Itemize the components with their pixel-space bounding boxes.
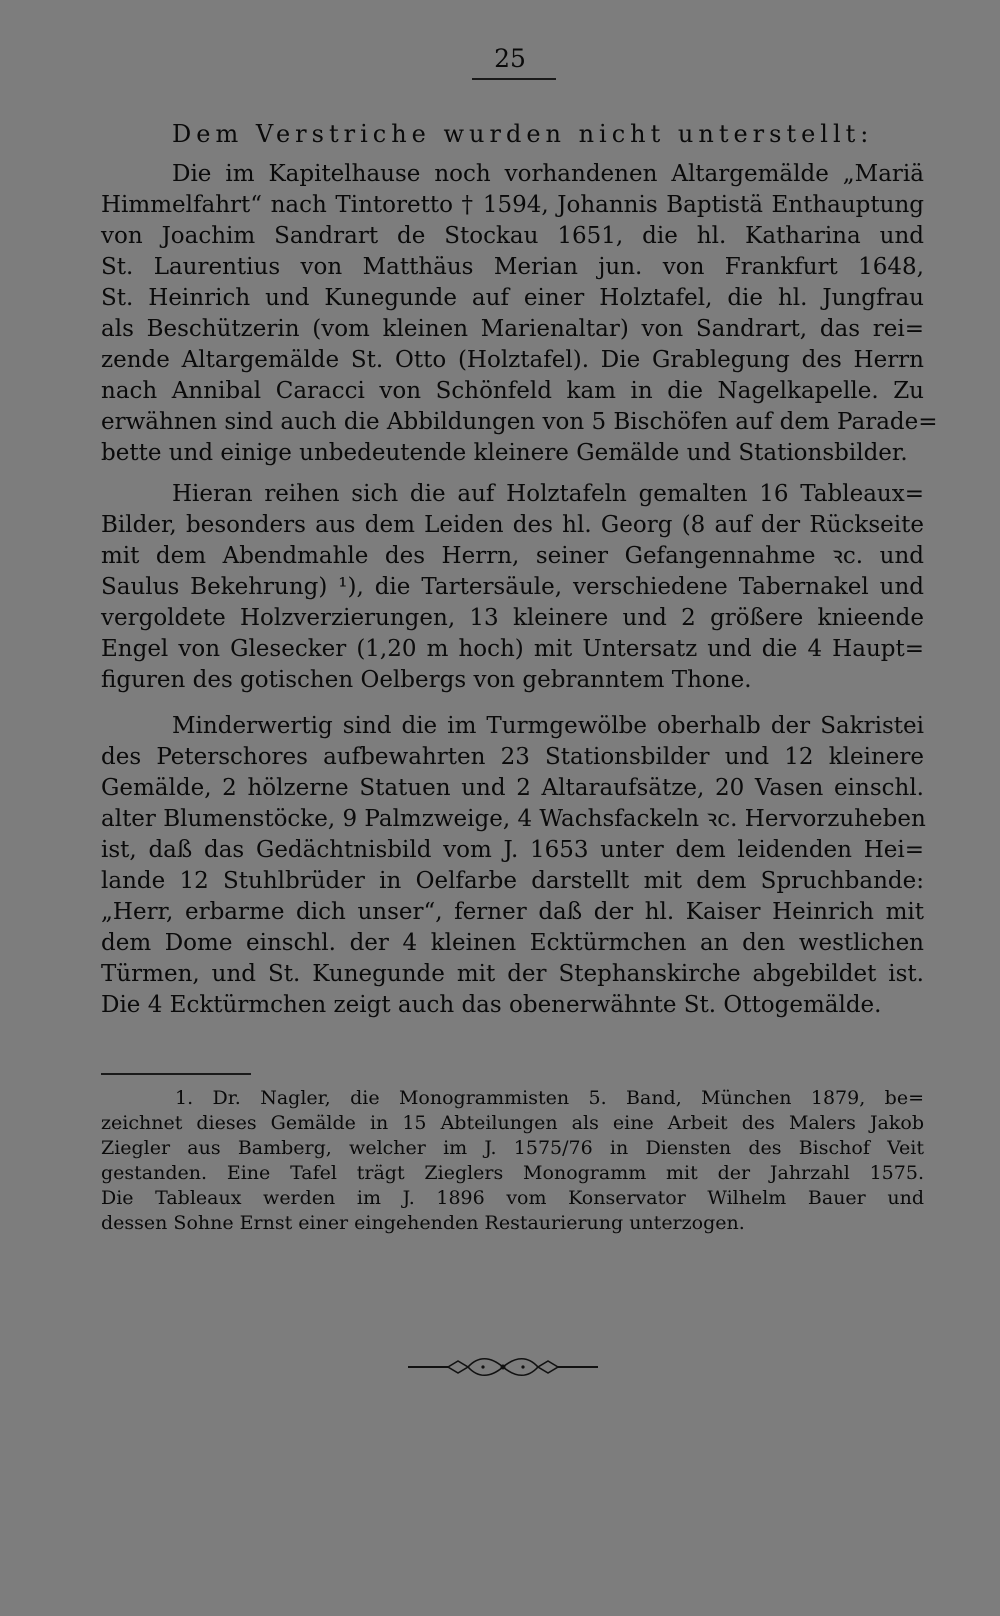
text-line: von Joachim Sandrart de Stockau 1651, die hl. Katharina und [101, 223, 924, 249]
text-line: ist, daß das Gedächtnisbild vom J. 1653 unter dem leidenden Hei= [101, 837, 924, 863]
page-number-rule [472, 78, 556, 80]
text-line: figuren des gotischen Oelbergs von gebranntem Thone. [101, 667, 752, 693]
footnote-line: gestanden. Eine Tafel trägt Zieglers Monogramm mit der Jahrzahl 1575. [101, 1162, 924, 1184]
text-line: Die 4 Ecktürmchen zeigt auch das obenerwähnte St. Ottogemälde. [101, 992, 882, 1018]
text-line: Gemälde, 2 hölzerne Statuen und 2 Altaraufsätze, 20 Vasen einschl. [101, 775, 924, 801]
text-line: „Herr, erbarme dich unser“, ferner daß der hl. Kaiser Heinrich mit [101, 899, 924, 925]
footnote-line: Ziegler aus Bamberg, welcher im J. 1575/76 in Diensten des Bischof Veit [101, 1137, 924, 1159]
text-line: St. Laurentius von Matthäus Merian jun. von Frankfurt 1648, [101, 254, 924, 280]
text-line: Engel von Glesecker (1,20 m hoch) mit Untersatz und die 4 Haupt= [101, 636, 924, 662]
text-line: zende Altargemälde St. Otto (Holztafel). Die Grablegung des Herrn [101, 347, 924, 373]
text-line: Minderwertig sind die im Turmgewölbe oberhalb der Sakristei [172, 713, 924, 739]
text-line: St. Heinrich und Kunegunde auf einer Holztafel, die hl. Jungfrau [101, 285, 924, 311]
footnote-line: 1. Dr. Nagler, die Monogrammisten 5. Band, München 1879, be= [175, 1087, 924, 1109]
text-line: des Peterschores aufbewahrten 23 Stationsbilder und 12 kleinere [101, 744, 924, 770]
footnote-line: dessen Sohne Ernst einer eingehenden Restaurierung unterzogen. [101, 1212, 745, 1234]
text-line: Hieran reihen sich die auf Holztafeln gemalten 16 Tableaux= [172, 481, 924, 507]
text-line: Türmen, und St. Kunegunde mit der Stephanskirche abgebildet ist. [101, 961, 924, 987]
section-heading: Dem Verstriche wurden nicht unterstellt: [172, 120, 874, 148]
footnote-line: Die Tableaux werden im J. 1896 vom Konservator Wilhelm Bauer und [101, 1187, 924, 1209]
text-line: Saulus Bekehrung) ¹), die Tartersäule, verschiedene Tabernakel und [101, 574, 924, 600]
page-number: 25 [494, 44, 526, 73]
text-line: Bilder, besonders aus dem Leiden des hl. Georg (8 auf der Rückseite [101, 512, 924, 538]
text-line: dem Dome einschl. der 4 kleinen Ecktürmchen an den westlichen [101, 930, 924, 956]
footnote-line: zeichnet dieses Gemälde in 15 Abteilungen als eine Arbeit des Malers Jakob [101, 1112, 924, 1134]
text-line: mit dem Abendmahle des Herrn, seiner Gefangennahme ꝛc. und [101, 543, 924, 569]
ornament-divider-icon [408, 1352, 598, 1382]
footnote-rule [101, 1073, 251, 1075]
text-line: nach Annibal Caracci von Schönfeld kam in die Nagelkapelle. Zu [101, 378, 924, 404]
text-line: Die im Kapitelhause noch vorhandenen Altargemälde „Mariä [172, 161, 924, 187]
text-line: Himmelfahrt“ nach Tintoretto † 1594, Johannis Baptistä Enthauptung [101, 192, 924, 218]
text-line: als Beschützerin (vom kleinen Marienaltar) von Sandrart, das rei= [101, 316, 924, 342]
text-line: vergoldete Holzverzierungen, 13 kleinere und 2 größere knieende [101, 605, 924, 631]
text-line: alter Blumenstöcke, 9 Palmzweige, 4 Wachsfackeln ꝛc. Hervorzuheben [101, 806, 926, 832]
text-line: lande 12 Stuhlbrüder in Oelfarbe darstellt mit dem Spruchbande: [101, 868, 924, 894]
text-line: bette und einige unbedeutende kleinere Gemälde und Stationsbilder. [101, 440, 908, 466]
text-line: erwähnen sind auch die Abbildungen von 5 Bischöfen auf dem Parade= [101, 409, 938, 435]
